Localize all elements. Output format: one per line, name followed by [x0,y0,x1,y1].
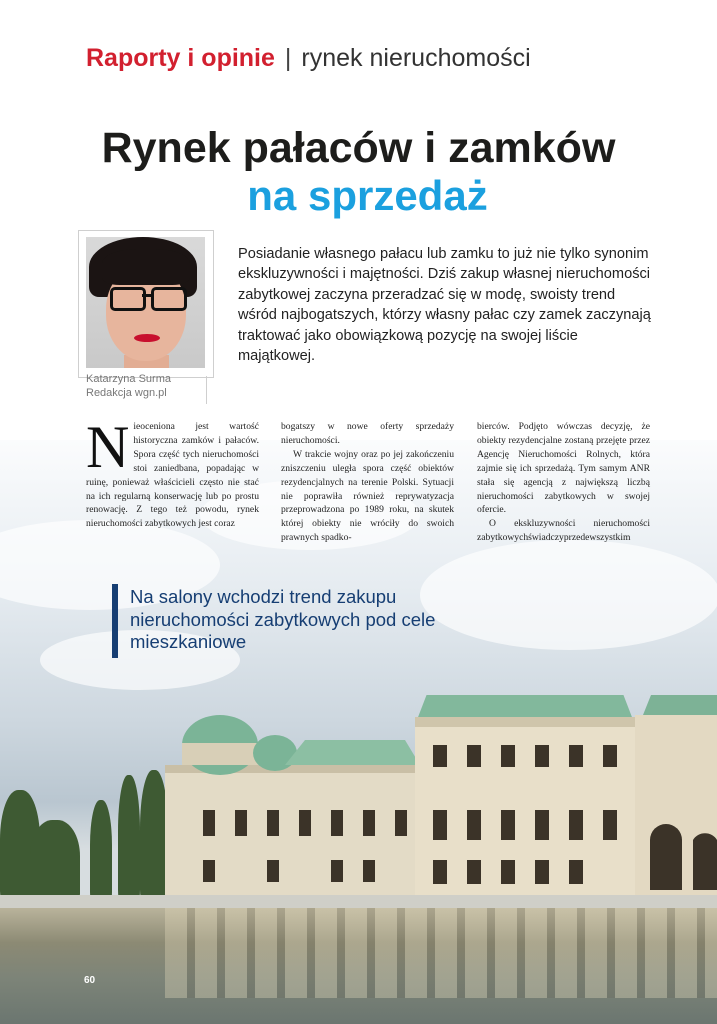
section-separator: | [284,44,292,72]
page-number: 60 [84,975,96,986]
pool-edge [0,895,717,909]
section-label: Raporty i opinie [86,44,275,72]
pullquote: Na salony wchodzi trend zakupu nieruchomości zabytkowych pod cele mieszkaniowe [130,586,436,652]
avatar [86,237,205,368]
body-column-2 [281,420,454,545]
author-name: Katarzyna Surma [86,373,171,385]
body-paragraph: ieoceniona jest wartość historyczna zamków i pałaców. Spora część tych nieruchomości stoi zaniedbana, popadając w ruinę, ponieważ właścicieli często nie stać na ich regularną konserwację lub po prostu renowację. Z tego też powodu, rynek nieruchomości zabytkowych jest coraz [86,421,259,530]
body-paragraph: bierców. Podjęto wówczas decyzję, że obiekty rezydencjalne zostaną przejęte przez Agencję Nieruchomości Rolnych, która zajmie się ich sprzedażą. Tym samym ANR stała się agencją z największą liczbą nieruchomości zabytkowych w swojej ofercie. [477,421,650,516]
article-lead: Posiadanie własnego pałacu lub zamku to już nie tylko synonim ekskluzywności i majętności. Dziś zakup własnej nieruchomości zabytkowej zaczyna przeradzać się w modę, swoisty trend wśród najbogatszych, którzy własny pałac czy zamek zaczynają traktować jako obowiązkową pozycję na swojej liście majątkowej. [238,246,651,365]
author-affiliation: Redakcja wgn.pl [86,387,167,399]
pullquote-bar [112,584,118,658]
palace-illustration [165,695,717,895]
article-title-line1: Rynek pałaców i zamków [101,124,616,172]
body-column-3 [477,420,650,545]
subsection-label: rynek nieruchomości [301,44,531,72]
section-header [86,44,531,73]
article-title-line2: na sprzedaż [247,172,488,219]
tree [30,820,80,900]
pool-reflection [165,908,717,998]
author-credit [86,372,171,400]
body-column-1 [86,414,259,531]
body-paragraph: W trakcie wojny oraz po jej zakończeniu zniszczeniu uległa spora część obiektów rezydencjalnych na terenie Polski. Sytuacji nie poprawiła również reprywatyzacja przeprowadzona po 1989 roku, na skutek której obiekty nie wróciły do swoich prawnych spadko- [281,448,454,544]
drop-cap: N [86,414,130,480]
body-paragraph: bogatszy w nowe oferty sprzedaży nieruchomości. [281,421,454,446]
body-paragraph: O ekskluzywności nieruchomości zabytkowychświadczyprzedewszystkim [477,518,650,544]
author-divider [206,376,207,404]
tree [140,770,168,900]
tree [118,775,140,900]
tree [90,800,112,900]
